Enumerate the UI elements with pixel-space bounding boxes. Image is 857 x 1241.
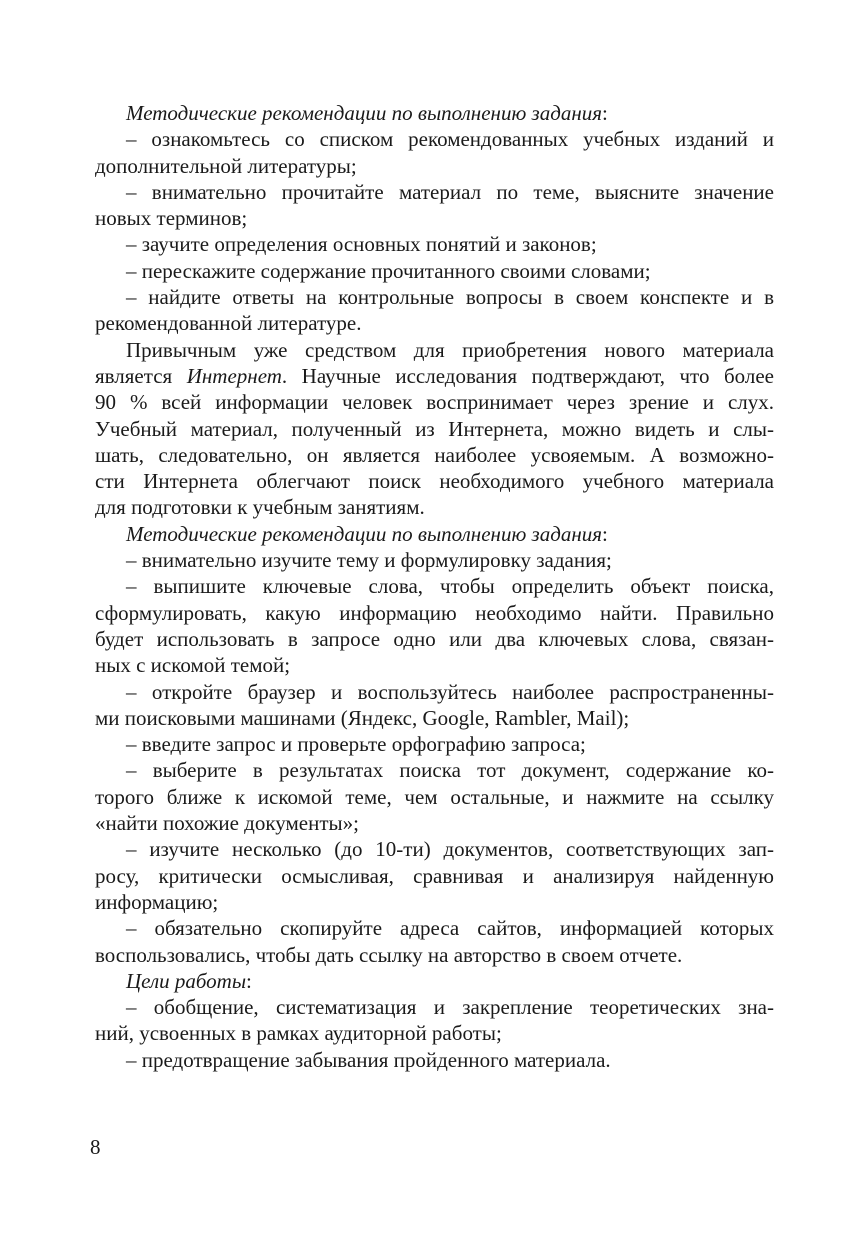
- text-line: [95, 416, 774, 442]
- text-segment: воспользовались, чтобы дать ссылку на авторство в своем отчете.: [95, 942, 683, 967]
- text-line: [95, 468, 774, 494]
- italic-text: Цели работы: [126, 968, 247, 993]
- text-line: [95, 547, 774, 573]
- text-line: [95, 231, 774, 257]
- text-line: [95, 652, 774, 678]
- text-line: [95, 205, 774, 231]
- text-segment: Привычным уже средством для приобретения нового материала: [126, 337, 774, 362]
- text-line: [95, 889, 774, 915]
- text-line: [95, 153, 774, 179]
- text-segment: 90 % всей информации человек воспринимает через зрение и слух.: [95, 390, 774, 415]
- text-line: [95, 310, 774, 336]
- text-line: [95, 337, 774, 363]
- text-segment: – изучите несколько (до 10-ти) документов, соответствующих зап-: [126, 837, 774, 862]
- italic-text: Интернет: [186, 363, 282, 388]
- text-line: [95, 968, 774, 994]
- text-segment: новых терминов;: [95, 206, 248, 231]
- text-segment: :: [246, 968, 252, 993]
- text-segment: ми поисковыми машинами (Яндекс, Google, Rambler, Mail);: [95, 705, 630, 730]
- text-segment: росу, критически осмысливая, сравнивая и анализируя найденную: [95, 863, 774, 888]
- text-line: [95, 573, 774, 599]
- text-line: [95, 100, 774, 126]
- text-segment: – выберите в результатах поиска тот документ, содержание ко-: [126, 758, 774, 783]
- text-line: [95, 521, 774, 547]
- text-line: [95, 442, 774, 468]
- text-segment: – внимательно изучите тему и формулировку задания;: [126, 548, 612, 573]
- text-segment: рекомендованной литературе.: [95, 311, 362, 336]
- text-segment: будет использовать в запросе одно или два ключевых слова, связан-: [95, 626, 774, 651]
- italic-text: Методические рекомендации по выполнению задания: [126, 101, 603, 125]
- text-segment: – предотвращение забывания пройденного материала.: [126, 1047, 611, 1072]
- text-segment: – откройте браузер и воспользуйтесь наиболее распространенны-: [126, 679, 774, 704]
- text-segment: – внимательно прочитайте материал по теме, выясните значение: [126, 179, 774, 204]
- page-number: 8: [90, 1135, 101, 1159]
- text-segment: – заучите определения основных понятий и законов;: [126, 232, 597, 257]
- text-segment: Учебный материал, полученный из Интернета, можно видеть и слы-: [95, 416, 774, 441]
- text-segment: для подготовки к учебным занятиям.: [95, 495, 425, 520]
- text-segment: :: [602, 101, 608, 125]
- text-line: [95, 179, 774, 205]
- text-line: [95, 915, 774, 941]
- text-segment: сти Интернета облегчают поиск необходимого учебного материала: [95, 469, 774, 494]
- text-line: [95, 863, 774, 889]
- text-line: [95, 942, 774, 968]
- text-line: [95, 363, 774, 389]
- text-line: [95, 836, 774, 862]
- text-segment: шать, следовательно, он является наиболее усвояемым. А возможно-: [95, 442, 774, 467]
- text-segment: торого ближе к искомой теме, чем остальные, и нажмите на ссылку: [95, 784, 774, 809]
- text-line: [95, 600, 774, 626]
- text-segment: сформулировать, какую информацию необходимо найти. Правильно: [95, 600, 774, 625]
- text-line: [95, 784, 774, 810]
- text-segment: . Научные исследования подтверждают, что более: [281, 363, 774, 388]
- text-segment: – найдите ответы на контрольные вопросы в своем конспекте и в: [126, 285, 774, 310]
- text-segment: ний, усвоенных в рамках аудиторной работы;: [95, 1021, 502, 1046]
- page-body-text: [95, 100, 774, 1073]
- text-segment: информацию;: [95, 889, 219, 914]
- text-line: [95, 389, 774, 415]
- text-line: [95, 1020, 774, 1046]
- text-line: [95, 626, 774, 652]
- text-segment: – введите запрос и проверьте орфографию запроса;: [126, 732, 586, 757]
- text-segment: «найти похожие документы»;: [95, 811, 359, 836]
- text-segment: – обязательно скопируйте адреса сайтов, информацией которых: [126, 916, 774, 941]
- text-line: [95, 284, 774, 310]
- text-segment: :: [602, 521, 608, 546]
- text-segment: – выпишите ключевые слова, чтобы определить объект поиска,: [126, 574, 774, 599]
- text-line: [95, 757, 774, 783]
- text-segment: – обобщение, систематизация и закрепление теоретических зна-: [126, 995, 774, 1020]
- text-line: [95, 705, 774, 731]
- text-line: [95, 810, 774, 836]
- text-line: [95, 994, 774, 1020]
- text-segment: является: [95, 363, 187, 388]
- text-segment: – ознакомьтесь со списком рекомендованных учебных изданий и: [126, 127, 774, 152]
- text-line: [95, 126, 774, 152]
- text-line: [95, 679, 774, 705]
- text-segment: ных с искомой темой;: [95, 653, 291, 678]
- text-line: [95, 1047, 774, 1073]
- text-line: [95, 494, 774, 520]
- text-line: [95, 258, 774, 284]
- text-segment: – перескажите содержание прочитанного своими словами;: [126, 258, 651, 283]
- text-line: [95, 731, 774, 757]
- text-segment: дополнительной литературы;: [95, 153, 357, 178]
- italic-text: Методические рекомендации по выполнению задания: [126, 521, 603, 546]
